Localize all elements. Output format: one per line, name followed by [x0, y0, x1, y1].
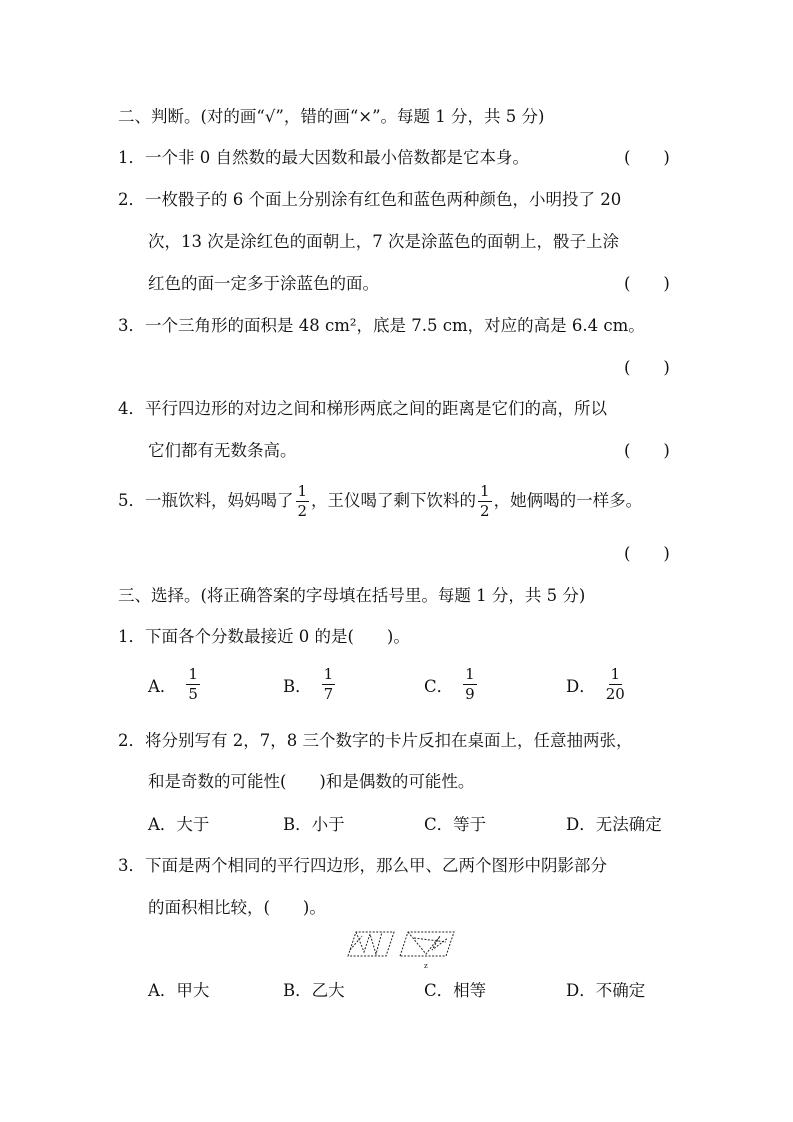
judge-q1-text: 1．一个非 0 自然数的最大因数和最小倍数都是它本身。 [118, 148, 529, 167]
judge-q2-answer-paren[interactable]: ( ) [624, 274, 670, 293]
fraction-one-half-1: $\frac{1}{2}$ [297, 482, 308, 520]
choice-q2-option-d[interactable]: D．无法确定 [566, 815, 662, 834]
choice-q3-option-b[interactable]: B．乙大 [283, 981, 345, 1000]
judge-q2-line3: 红色的面一定多于涂蓝色的面。 [148, 274, 379, 293]
judge-q5-answer-paren[interactable]: ( ) [624, 544, 670, 563]
judge-q5-part3: ，她俩喝的一样多。 [493, 491, 643, 511]
judge-q3-answer-paren[interactable]: ( ) [624, 358, 670, 377]
choice-q1-option-b[interactable]: B． $\frac{1}{7}$ [283, 665, 334, 703]
choice-q2-line2: 和是奇数的可能性( )和是偶数的可能性。 [148, 772, 475, 791]
judge-q4-line2: 它们都有无数条高。 [148, 441, 297, 460]
fraction-option-a: $\frac{1}{5}$ [188, 665, 198, 703]
choice-q1-text: 1．下面各个分数最接近 0 的是( )。 [118, 627, 410, 646]
choice-q3-line2: 的面积相比较，( )。 [148, 898, 326, 917]
choice-q2-option-c[interactable]: C．等于 [424, 815, 487, 834]
choice-q1-option-c[interactable]: C． $\frac{1}{9}$ [424, 665, 475, 703]
choice-q3-line1: 3．下面是两个相同的平行四边形，那么甲、乙两个图形中阴影部分 [118, 856, 607, 875]
judge-q5-part2: ，王仪喝了剩下饮料的 [311, 491, 477, 511]
choice-q3-option-a[interactable]: A．甲大 [148, 981, 210, 1000]
judge-q5-part1: 5．一瓶饮料，妈妈喝了 [118, 491, 294, 511]
judge-q4-line1: 4．平行四边形的对边之间和梯形两底之间的距离是它们的高，所以 [118, 399, 607, 418]
judge-q3-text: 3．一个三角形的面积是 48 cm²，底是 7.5 cm，对应的高是 6.4 cm。 [118, 316, 645, 335]
choice-q1-option-a[interactable]: A． $\frac{1}{5}$ [148, 665, 198, 703]
judge-q2-line2: 次，13 次是涂红色的面朝上，7 次是涂蓝色的面朝上，骰子上涂 [148, 232, 619, 251]
section-2-title: 二、判断。(对的画“√”，错的画“×”。每题 1 分，共 5 分) [118, 107, 545, 126]
choice-q3-option-c[interactable]: C．相等 [424, 981, 487, 1000]
svg-text:z: z [424, 962, 428, 970]
choice-q2-option-a[interactable]: A．大于 [148, 815, 210, 834]
fraction-option-b: $\frac{1}{7}$ [323, 665, 334, 703]
fraction-option-d: $\frac{1}{20}$ [605, 665, 625, 703]
judge-q4-answer-paren[interactable]: ( ) [624, 441, 670, 460]
judge-q1-answer-paren[interactable]: ( ) [624, 148, 670, 167]
section-3-title: 三、选择。(将正确答案的字母填在括号里。每题 1 分，共 5 分) [118, 586, 586, 605]
parallelogram-shading-figure [336, 924, 462, 972]
choice-q2-option-b[interactable]: B．小于 [283, 815, 345, 834]
judge-q5-text [118, 484, 642, 519]
choice-q2-line1: 2．将分别写有 2，7，8 三个数字的卡片反扣在桌面上，任意抽两张， [118, 731, 633, 750]
judge-q2-line1: 2．一枚骰子的 6 个面上分别涂有红色和蓝色两种颜色，小明投了 20 [118, 190, 622, 209]
choice-q3-option-d[interactable]: D．不确定 [566, 981, 646, 1000]
fraction-one-half-2: $\frac{1}{2}$ [480, 482, 490, 520]
fraction-option-c: $\frac{1}{9}$ [465, 665, 475, 703]
choice-q1-option-d[interactable]: D． $\frac{1}{20}$ [566, 665, 625, 703]
